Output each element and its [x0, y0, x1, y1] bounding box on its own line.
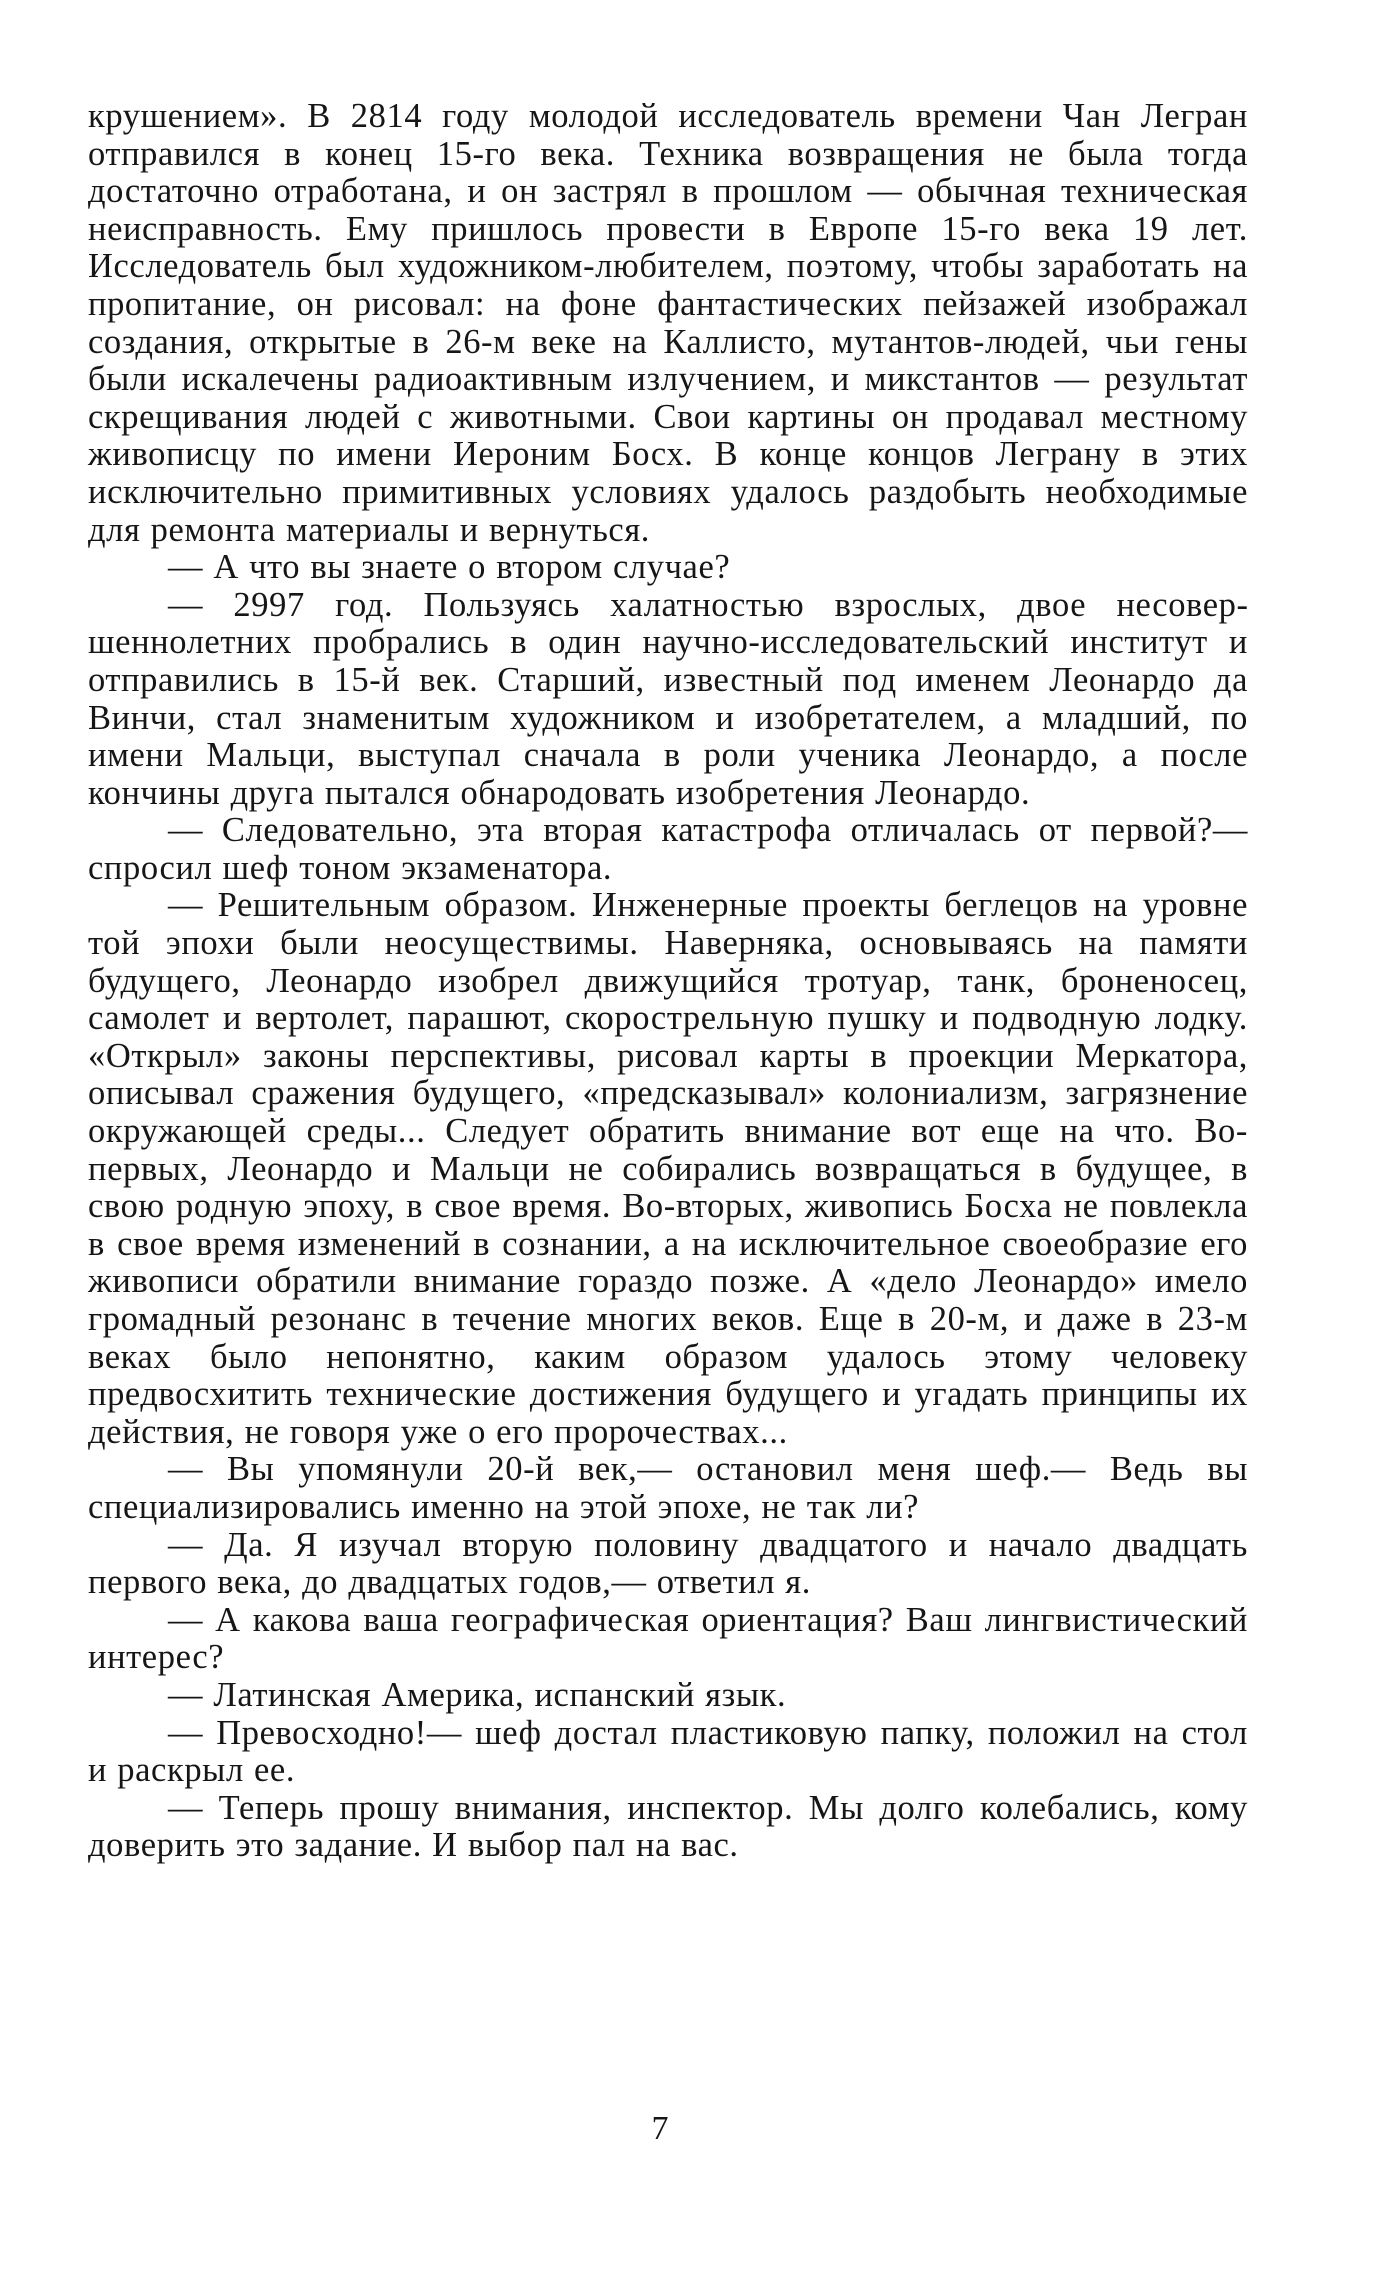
paragraph-11: — Теперь прошу внимания, инспектор. Мы долго колебались, кому доверить это задание. И выбор пал на вас. — [88, 1788, 1248, 1865]
paragraph-10: — Превосходно!— шеф достал пластиковую папку, положил на стол и раскрыл ее. — [88, 1713, 1248, 1790]
paragraph-6: — Вы упомянули 20-й век,— остановил меня шеф.— Ведь вы специализировались именно на этой эпохе, не так ли? — [88, 1450, 1248, 1526]
page-number: 7 — [651, 2110, 669, 2147]
body-text — [88, 98, 1248, 1865]
paragraph-2: — А что вы знаете о втором случае? — [168, 548, 731, 587]
paragraph-1: крушением». В 2814 году молодой исследователь времени Чан Легран отправился в конец 15-го века. Техника возвращения не была тогда достаточно отработана, и он застрял в прошлом — обычная техническая неисправность. Ему пришлось провести в Европе 15-го века 19 лет. Исследователь был художником-любителем, поэтому, чтобы заработать на пропитание, он рисовал: на фоне фантастических пейзажей изображал создания, открытые в 26-м веке на Каллисто, мутантов-людей, чьи гены были искалечены радиоактивным излучением, и микстантов — результат скрещивания людей с животными. Свои картины он продавал местному живописцу по имени Иероним Босх. В конце концов Леграну в этих исключительно примитивных условиях удалось раздобыть необходимые для ремонта материалы и вернуться. — [88, 97, 1248, 549]
paragraph-4: — Следовательно, эта вторая катастрофа отличалась от первой?— спросил шеф тоном экзаменатора. — [88, 811, 1248, 887]
paragraph-5: — Решительным образом. Инженерные проекты беглецов на уровне той эпохи были неосуществимы. Наверняка, основываясь на памяти будущего, Леонардо изобрел движущийся тротуар, танк, броненосец, самолет и вертолет, парашют, скорострельную пушку и подводную лодку. «Открыл» законы перспективы, рисовал карты в проекции Меркатора, описывал сражения будущего, «предсказывал» колониализм, загрязнение окружающей среды... Следует обратить внимание вот еще на что. Во-первых, Леонардо и Мальци не собирались возвращаться в будущее, в свою родную эпоху, в свое время. Во-вторых, живопись Босха не повлекла в свое время изменений в сознании, а на исключительное своеобразие его живописи обратили внимание гораздо позже. А «дело Леонардо» имело громадный резонанс в течение многих веков. Еще в 20-м, и даже в 23-м веках было непонятно, каким образом удалось этому человеку предвосхитить технические достижения будущего и угадать принципы их действия, не говоря уже о его пророчествах... — [88, 886, 1248, 1451]
paragraph-8: — А какова ваша географическая ориентация? Ваш лингвистический интерес? — [88, 1600, 1248, 1677]
paragraph-7: — Да. Я изучал вторую половину двадцатого и начало двадцать первого века, до двадцатых годов,— ответил я. — [88, 1525, 1248, 1602]
paragraph-9: — Латинская Америка, испанский язык. — [168, 1675, 787, 1714]
paragraph-3: — 2997 год. Пользуясь халатностью взрослых, двое несовершеннолетних пробрались в один научно-исследовательский институт и отправились в 15-й век. Старший, известный под именем Леонардо да Винчи, стал знаменитым художником и изобретателем, а младший, по имени Мальци, выступал сначала в роли ученика Леонардо, а после кончины друга пытался обнародовать изобретения Леонардо. — [88, 585, 1248, 812]
